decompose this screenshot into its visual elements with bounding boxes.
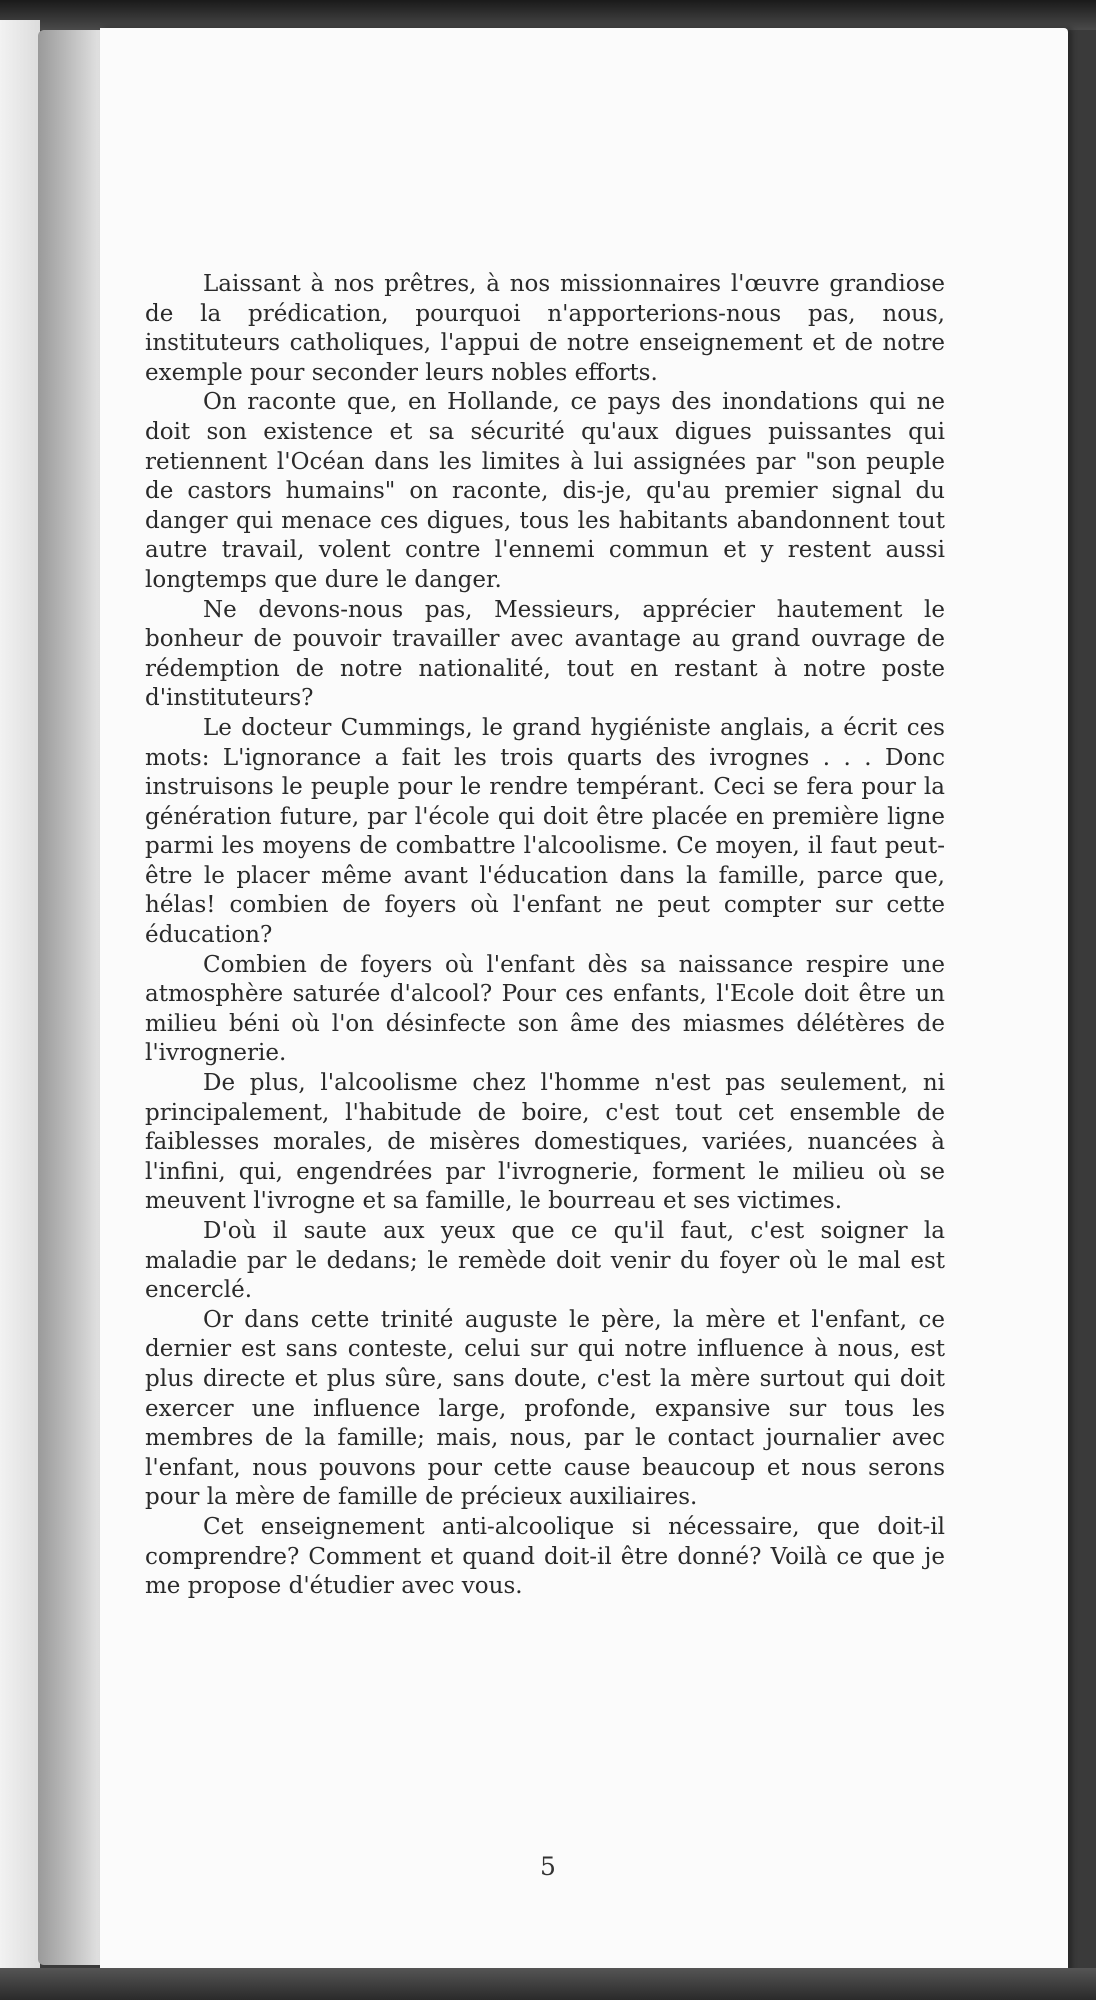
book-binding-shadow <box>38 30 108 1965</box>
paragraph: Le docteur Cummings, le grand hygiéniste anglais, a écrit ces mots: L'ignorance a fait les trois quarts des ivrognes . . . Donc instruisons le peuple pour le rendre tempérant. Ceci se fera pour la génération future, par l'école qui doit être placée en première ligne parmi les moyens de combattre l'alcoolisme. Ce moyen, il faut peut-être le placer même avant l'éducation dans la famille, parce que, hélas! combien de foyers où l'enfant ne peut compter sur cette éducation? <box>145 714 945 949</box>
paragraph: Or dans cette trinité auguste le père, la mère et l'enfant, ce dernier est sans conteste, celui sur qui notre influence à nous, est plus directe et plus sûre, sans doute, c'est la mère surtout qui doit exercer une influence large, profonde, expansive sur tous les membres de la famille; mais, nous, par le contact journalier avec l'enfant, nous pouvons pour cette cause beaucoup et nous serons pour la mère de famille de précieux auxiliaires. <box>145 1306 945 1511</box>
page-number: 5 <box>540 1852 556 1881</box>
paragraph: D'où il saute aux yeux que ce qu'il faut, c'est soigner la maladie par le dedans; le remède doit venir du foyer où le mal est encerclé. <box>145 1218 945 1304</box>
paragraph: Cet enseignement anti-alcoolique si nécessaire, que doit-il comprendre? Comment et quand doit-il être donné? Voilà ce que je me propose d'étudier avec vous. <box>145 1513 945 1600</box>
paragraph: De plus, l'alcoolisme chez l'homme n'est pas seulement, ni principalement, l'habitude de boire, c'est tout cet ensemble de faiblesses morales, de misères domestiques, variées, nuancées à l'infini, qui, engendrées par l'ivrognerie, forment le milieu où se meuvent l'ivrogne et sa famille, le bourreau et ses victimes. <box>145 1070 945 1215</box>
scan-top-edge <box>0 0 1096 30</box>
paragraph: Ne devons-nous pas, Messieurs, apprécier hautement le bonheur de pouvoir travailler avec avantage au grand ouvrage de rédemption de notre nationalité, tout en restant à notre poste d'instituteurs? <box>145 596 945 712</box>
scan-left-margin <box>0 20 40 1970</box>
paragraph: On raconte que, en Hollande, ce pays des inondations qui ne doit son existence et sa sécurité qu'aux digues puissantes qui retiennent l'Océan dans les limites à lui assignées par "son peuple de castors humains" on raconte, dis-je, qu'au premier signal du danger qui menace ces digues, tous les habitants abandonnent tout autre travail, volent contre l'ennemi commun et y restent aussi longtemps que dure le danger. <box>145 389 945 593</box>
paragraph: Laissant à nos prêtres, à nos missionnaires l'œuvre grandiose de la prédication, pourquoi n'apporterions-nous pas, nous, instituteurs catholiques, l'appui de notre enseignement et de notre exemple pour seconder leurs nobles efforts. <box>145 271 945 386</box>
scan-bottom-edge <box>0 1968 1096 2000</box>
paragraph: Combien de foyers où l'enfant dès sa naissance respire une atmosphère saturée d'alcool? Pour ces enfants, l'Ecole doit être un milieu béni où l'on désinfecte son âme des miasmes délétères de l'ivrognerie. <box>145 951 945 1067</box>
page-body-text <box>145 270 945 1602</box>
